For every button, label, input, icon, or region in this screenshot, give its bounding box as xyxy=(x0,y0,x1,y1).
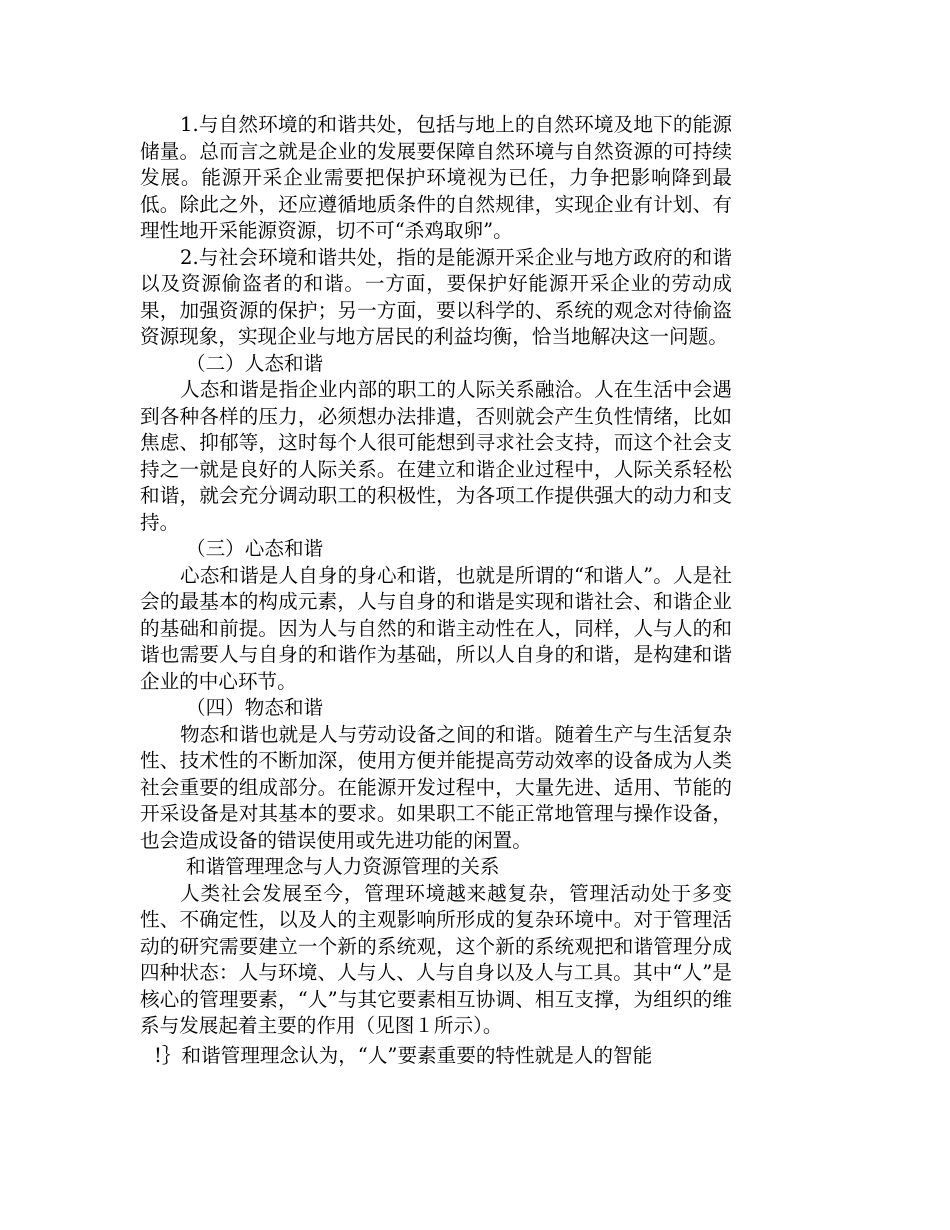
section-heading-mental-harmony: （三）心态和谐 xyxy=(186,537,324,560)
document-page xyxy=(140,112,732,1069)
section-heading-interpersonal-harmony: （二）人态和谐 xyxy=(186,351,324,375)
paragraph-intelligence-intro: !｝和谐管理理念认为，“人”要素重要的特性就是人的智能 xyxy=(154,1043,653,1067)
section-heading-management-relationship: 和谐管理理念与人力资源管理的关系 xyxy=(186,855,500,878)
paragraph-mental-harmony: 心态和谐是人自身的身心和谐，也就是所谓的“和谐人”。人是社会的最基本的构成元素，人与自身的和谐是实现和谐社会、和谐企业的基础和前提。因为人与自然的和谐主动性在人，同样，人与人的和谐也需要人与自身的和谐作为基础，所以人自身的和谐，是构建和谐企业的中心环节。 xyxy=(140,563,732,693)
paragraph-management-relationship: 人类社会发展至今，管理环境越来越复杂，管理活动处于多变性、不确定性，以及人的主观影响所形成的复杂环境中。对于管理活动的研究需要建立一个新的系统观，这个新的系统观把和谐管理分成四种状态：人与环境、人与人、人与自身以及人与工具。其中“人”是核心的管理要素，“人”与其它要素相互协调、相互支撑，为组织的维系与发展起着主要的作用（见图１所示）。 xyxy=(140,881,732,1037)
paragraph-social-environment: 2.与社会环境和谐共处，指的是能源开采企业与地方政府的和谐以及资源偷盗者的和谐。一方面，要保护好能源开采企业的劳动成果，加强资源的保护；另一方面，要以科学的、系统的观念对待偷盗资源现象，实现企业与地方居民的利益均衡，恰当地解决这一问题。 xyxy=(140,245,732,348)
paragraph-natural-environment: 1.与自然环境的和谐共处，包括与地上的自然环境及地下的能源储量。总而言之就是企业的发展要保障自然环境与自然资源的可持续发展。能源开采企业需要把保护环境视为已任，力争把影响降到最低。除此之外，还应遵循地质条件的自然规律，实现企业有计划、有理性地开采能源资源，切不可“杀鸡取卵”。 xyxy=(140,113,732,242)
paragraph-interpersonal-harmony: 人态和谐是指企业内部的职工的人际关系融洽。人在生活中会遇到各种各样的压力，必须想办法排遣，否则就会产生负性情绪，比如焦虑、抑郁等，这时每个人很可能想到寻求社会支持，而这个社会支持之一就是良好的人际关系。在建立和谐企业过程中，人际关系轻松和谐，就会充分调动职工的积极性，为各项工作提供强大的动力和支持。 xyxy=(140,378,732,534)
paragraph-material-harmony: 物态和谐也就是人与劳动设备之间的和谐。随着生产与生活复杂性、技术性的不断加深，使用方便并能提高劳动效率的设备成为人类社会重要的组成部分。在能源开发过程中，大量先进、适用、节能的开采设备是对其基本的要求。如果职工不能正常地管理与操作设备，也会造成设备的错误使用或先进功能的闲置。 xyxy=(140,722,732,852)
section-heading-material-harmony: （四）物态和谐 xyxy=(186,696,324,719)
